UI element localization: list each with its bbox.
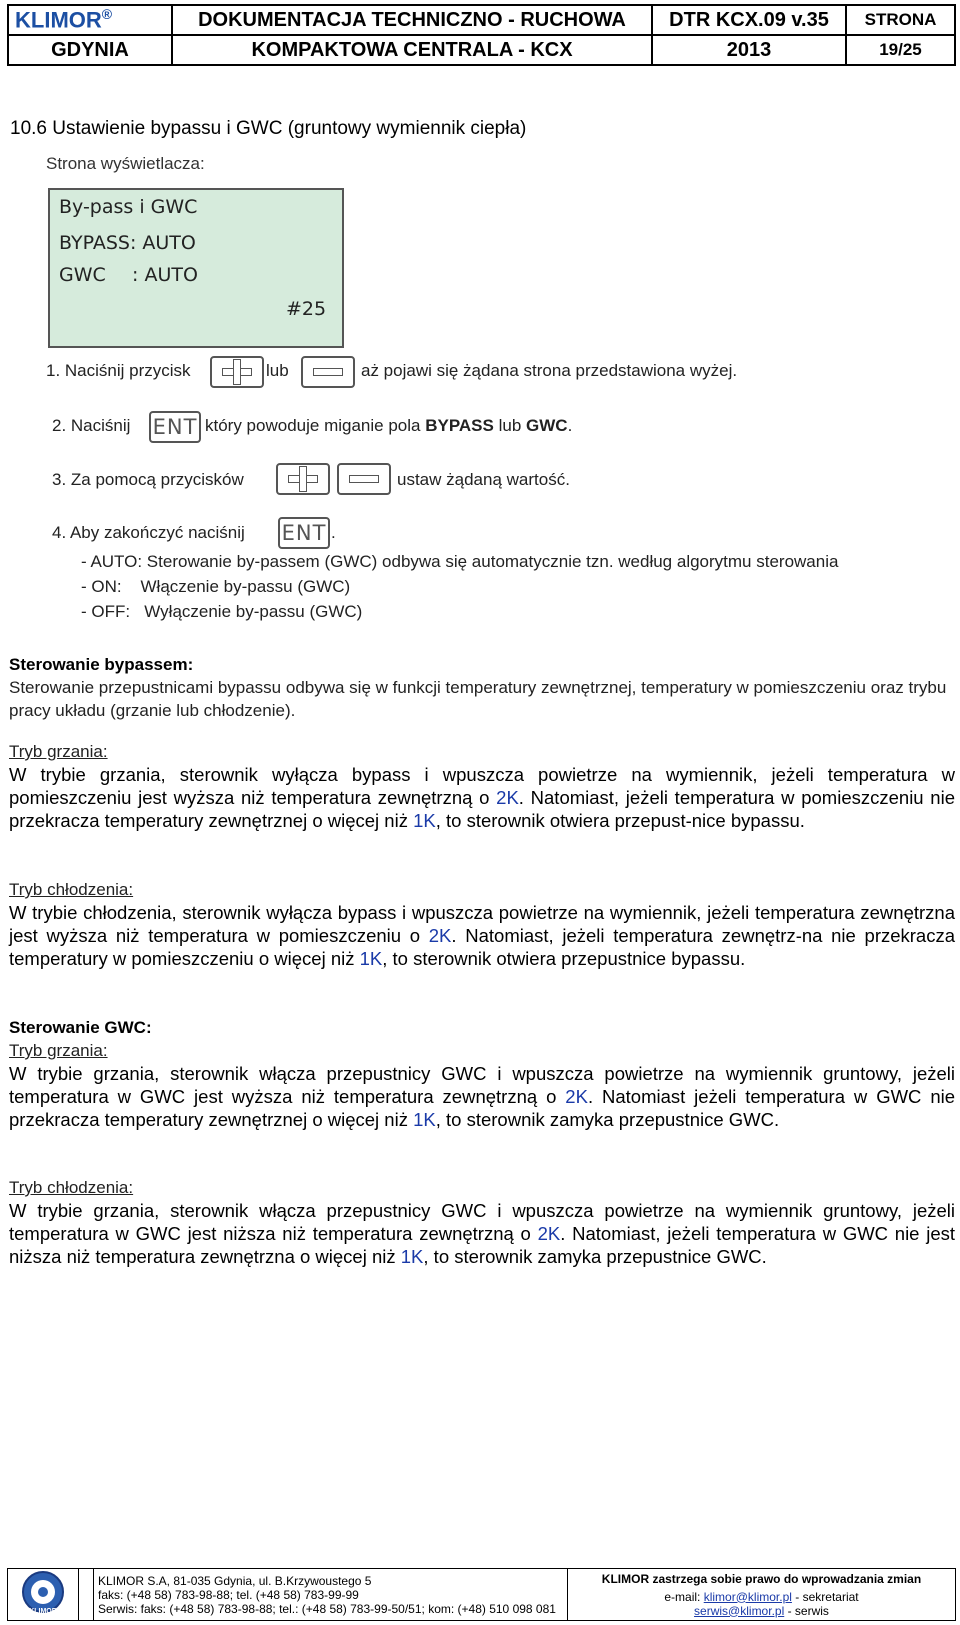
step-1-rest: aż pojawi się żądana strona przedstawiona wyżej. xyxy=(361,361,738,380)
value-1k: 1K xyxy=(413,810,436,831)
gwc-cooling-text: W trybie grzania, sterownik włącza przepustnicy GWC i wpuszcza powietrze na wymiennik gruntowy, jeżeli temperatura w GWC jest niższa niż temperatura zewnętrzną o 2K. Natomiast, jeżeli temperatura w GWC nie jest niższa niż temperatura zewnętrzna o więcej niż 1K, to sterownik zamyka przepustnice GWC. xyxy=(9,1200,956,1267)
value-2k: 2K xyxy=(496,787,519,808)
step-3-rest: ustaw żądaną wartość. xyxy=(397,470,570,489)
page-number: 19/25 xyxy=(846,35,955,65)
value-1k: 1K xyxy=(359,948,383,969)
lcd-line-1: By-pass i GWC xyxy=(59,196,198,218)
footer-address-1: KLIMOR S.A, 81-035 Gdynia, ul. B.Krzywoustego 5 xyxy=(98,1573,372,1588)
brand-logo xyxy=(8,5,172,35)
minus-key-icon xyxy=(337,463,391,495)
bypass-section xyxy=(9,653,955,722)
page-label: STRONA xyxy=(846,5,955,35)
gwc-heating-label: Tryb grzania: xyxy=(9,1041,108,1060)
footer-rights: KLIMOR zastrzega sobie prawo do wprowadzania zmian xyxy=(601,1571,922,1586)
bypass-cooling-text: W trybie chłodzenia, sterownik wyłącza bypass i wpuszcza powietrze na wymiennik, jeżeli temperatura zewnętrzna jest wyższa niż temperatura w pomieszczeniu o 2K. Natomiast, jeżeli temperatura zewnętrz-na nie przekracza temperatury w pomieszczeniu o więcej niż 1K, to sterownik otwiera przepustnice bypassu. xyxy=(9,902,956,969)
ent-key-icon: ENT xyxy=(149,411,201,443)
lcd-line-3-value: : AUTO xyxy=(132,264,198,286)
footer-contact: KLIMOR zastrzega sobie prawo do wprowadzania zmian e-mail: klimor@klimor.pl - sekretariat serwis@klimor.pl - serwis xyxy=(568,1569,956,1621)
mode-off: - OFF: Wyłączenie by-passu (GWC) xyxy=(81,602,363,621)
bypass-heating-label: Tryb grzania: xyxy=(9,742,108,761)
step-1-text: 1. Naciśnij przycisk xyxy=(46,361,191,380)
step-1-or: lub xyxy=(266,361,289,380)
mode-on: - ON: Włączenie by-passu (GWC) xyxy=(81,577,351,596)
minus-key-icon xyxy=(301,356,355,388)
logo-text: KLIMOR xyxy=(15,7,102,33)
step-4-text: 4. Aby zakończyć naciśnij xyxy=(52,523,245,542)
gwc-heating-text: W trybie grzania, sterownik włącza przepustnicy GWC i wpuszcza powietrze na wymiennik gruntowy, jeżeli temperatura w GWC jest wyższa niż temperatura zewnętrzną o 2K. Natomiast jeżeli temperatura w GWC nie przekracza temperatury zewnętrznej o więcej niż 1K, to sterownik zamyka przepustnice GWC. xyxy=(9,1063,956,1130)
plus-key-icon xyxy=(210,356,264,388)
section-title: 10.6 Ustawienie bypassu i GWC (gruntowy wymiennik ciepła) xyxy=(10,118,527,139)
doc-code: DTR KCX.09 v.35 xyxy=(652,5,846,35)
email-link-secretariat[interactable]: klimor@klimor.pl xyxy=(703,1589,792,1604)
lcd-line-2: BYPASS: AUTO xyxy=(59,232,196,254)
step-2-rest xyxy=(205,416,572,436)
bypass-heating-text: W trybie grzania, sterownik wyłącza bypass i wpuszcza powietrze na wymiennik, jeżeli temperatura w pomieszczeniu jest wyższa niż temperatura zewnętrzną o 2K. Natomiast, jeżeli temperatura w pomieszczeniu nie przekracza temperatury zewnętrznej o więcej niż 1K, to sterownik otwiera przepust-nice bypassu. xyxy=(9,764,955,831)
value-1k: 1K xyxy=(400,1246,424,1267)
page-footer xyxy=(7,1568,956,1621)
year: 2013 xyxy=(652,35,846,65)
bypass-intro: Sterowanie przepustnicami bypassu odbywa się w funkcji temperatury zewnętrznej, temperatury w pomieszczeniu oraz trybu pracy układu (grzanie lub chłodzenie). xyxy=(9,678,947,720)
bypass-cooling-label: Tryb chłodzenia: xyxy=(9,880,134,899)
step-2-desc: który powoduje miganie pola xyxy=(205,416,421,435)
city: GDYNIA xyxy=(8,35,172,65)
footer-logo xyxy=(8,1569,79,1621)
step-3-text: 3. Za pomocą przycisków xyxy=(52,470,244,489)
product-name: KOMPAKTOWA CENTRALA - KCX xyxy=(172,35,652,65)
gwc-cooling xyxy=(9,1176,955,1268)
value-1k: 1K xyxy=(413,1109,436,1130)
value-2k: 2K xyxy=(428,925,452,946)
value-2k: 2K xyxy=(537,1223,561,1244)
step-2-field-bypass: BYPASS xyxy=(425,416,494,435)
footer-address xyxy=(94,1569,568,1621)
display-label: Strona wyświetlacza: xyxy=(46,154,205,173)
footer-address-2: faks: (+48 58) 783-98-88; tel. (+48 58) 783-99-99 xyxy=(98,1587,359,1602)
email-link-service[interactable]: serwis@klimor.pl xyxy=(694,1603,785,1618)
bypass-heating xyxy=(9,740,955,832)
lcd-display xyxy=(48,188,344,348)
doc-title: DOKUMENTACJA TECHNICZNO - RUCHOWA xyxy=(172,5,652,35)
klimor-logo-icon xyxy=(18,1570,68,1616)
lcd-page-number: #25 xyxy=(286,298,327,320)
plus-key-icon xyxy=(276,463,330,495)
gwc-heading: Sterowanie GWC: xyxy=(9,1018,152,1037)
gwc-heating xyxy=(9,1016,955,1131)
step-2-text: 2. Naciśnij xyxy=(52,416,131,435)
bypass-heading: Sterowanie bypassem: xyxy=(9,655,194,674)
step-2-period: . xyxy=(567,416,573,435)
footer-logo-text: KLIMOR xyxy=(29,1608,57,1615)
mode-auto: - AUTO: Sterowanie by-passem (GWC) odbywa się automatycznie tzn. według algorytmu sterowania xyxy=(81,552,839,571)
gwc-cooling-label: Tryb chłodzenia: xyxy=(9,1178,134,1197)
page-header xyxy=(7,4,956,66)
step-2-or: lub xyxy=(498,416,522,435)
footer-address-3: Serwis: faks: (+48 58) 783-98-88; tel.: (+48 58) 783-99-50/51; kom: (+48) 510 098 081 xyxy=(98,1601,556,1616)
registered-mark: ® xyxy=(101,6,113,23)
ent-key-icon: ENT xyxy=(278,517,330,549)
step-4-period: . xyxy=(331,523,336,542)
step-2-field-gwc: GWC xyxy=(526,416,568,435)
value-2k: 2K xyxy=(565,1086,588,1107)
bypass-cooling xyxy=(9,878,955,970)
lcd-line-3-label: GWC xyxy=(59,264,106,286)
